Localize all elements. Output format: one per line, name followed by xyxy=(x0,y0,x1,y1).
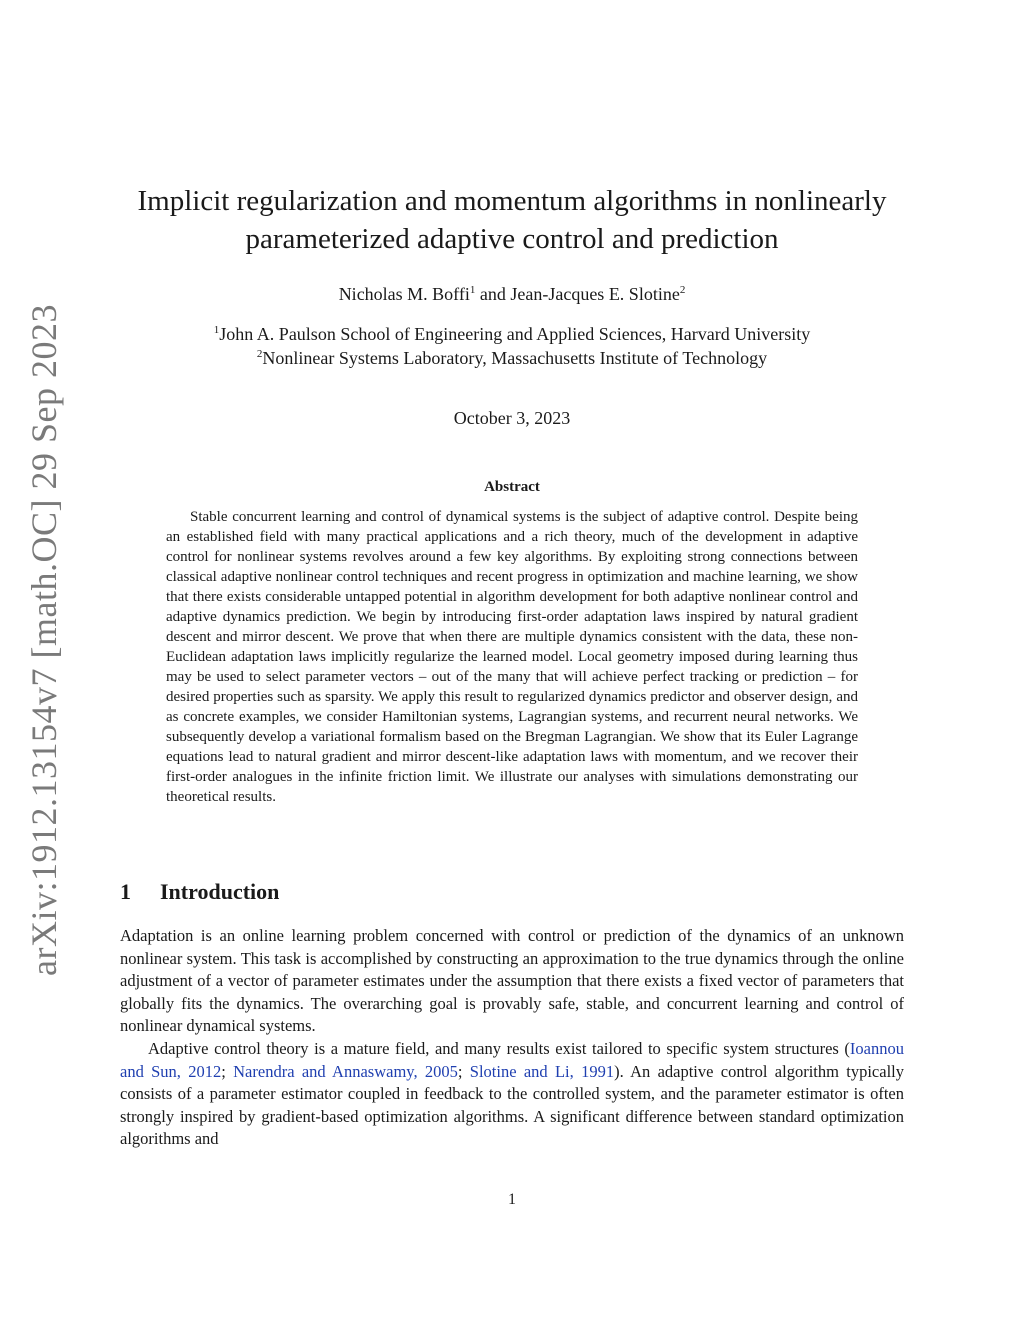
intro-paragraph-1: Adaptation is an online learning problem concerned with control or prediction of the dynamics of an unknown nonlinear system. This task is accomplished by constructing an approximation to the true dynamics through the online adjustment of a vector of parameter estimates under the assumption that there exists a fixed vector of parameters that globally fits the dynamics. The overarching goal is provably safe, stable, and concurrent learning and control of nonlinear dynamical systems. xyxy=(120,926,904,1036)
page-number: 1 xyxy=(508,1191,516,1208)
affiliation-list xyxy=(100,322,924,370)
affiliation-2-text: Nonlinear Systems Laboratory, Massachusetts Institute of Technology xyxy=(262,348,768,368)
author-list xyxy=(100,282,924,306)
author-2-name: Jean-Jacques E. Slotine xyxy=(510,284,680,304)
section-number: 1 xyxy=(120,879,131,904)
affiliation-1-mark: 1 xyxy=(213,324,220,336)
intro-paragraph-2 xyxy=(120,1038,904,1151)
section-title: Introduction xyxy=(160,879,280,904)
author-1-name: Nicholas M. Boffi xyxy=(338,284,470,304)
abstract-heading: Abstract xyxy=(484,479,540,495)
author-2-affiliation-mark: 2 xyxy=(679,284,686,296)
affiliation-2 xyxy=(100,346,924,370)
citation-separator: ; xyxy=(221,1061,234,1081)
arxiv-stamp-text: arXiv:1912.13154v7 [math.OC] 29 Sep 2023 xyxy=(24,304,64,976)
citation-ioannou-sun-2012[interactable]: Ioannou and Sun, 2012 xyxy=(120,1039,904,1081)
paragraph-2-lead: Adaptive control theory is a mature field, and many results exist tailored to specific system structures ( xyxy=(148,1039,850,1058)
citation-narendra-annaswamy-2005[interactable]: Narendra and Annaswamy, 2005 xyxy=(233,1061,458,1081)
author-conjunction: and xyxy=(475,284,511,304)
affiliation-2-mark: 2 xyxy=(256,348,263,360)
paper-title xyxy=(100,182,924,258)
citation-slotine-li-1991[interactable]: Slotine and Li, 1991 xyxy=(469,1061,615,1081)
section-heading xyxy=(120,878,279,906)
paper-title-line-1: Implicit regularization and momentum algorithms in nonlinearly xyxy=(137,185,887,217)
paper-title-line-2: parameterized adaptive control and prediction xyxy=(245,223,779,255)
paragraph-2-rest: ). An adaptive control algorithm typically consists of a parameter estimator coupled in feedback to the controlled system, and the parameter estimator is often strongly inspired by gradient-based optimization algorithms. A significant difference between standard optimization algorithms and xyxy=(120,1061,904,1149)
publication-date: October 3, 2023 xyxy=(453,408,571,428)
abstract-text: Stable concurrent learning and control of dynamical systems is the subject of adaptive control. Despite being an established field with many practical applications and a rich theory, much of the development in adaptive control for nonlinear systems revolves around a few key algorithms. By exploiting strong connections between classical adaptive nonlinear control techniques and recent progress in optimization and machine learning, we show that there exists considerable untapped potential in algorithm development for both adaptive nonlinear control and adaptive dynamics prediction. We begin by introducing first-order adaptation laws inspired by natural gradient descent and mirror descent. We prove that when there are multiple dynamics consistent with the data, these non-Euclidean adaptation laws implicitly regularize the learned model. Local geometry imposed during learning thus may be used to select parameter vectors – out of the many that will achieve perfect tracking or prediction – for desired properties such as sparsity. We apply this result to regularized dynamics predictor and observer design, and as concrete examples, we consider Hamiltonian systems, Lagrangian systems, and recurrent neural networks. We subsequently develop a variational formalism based on the Bregman Lagrangian. We show that its Euler Lagrange equations lead to natural gradient and mirror descent-like adaptation laws with momentum, and we recover their first-order analogues in the infinite friction limit. We illustrate our analyses with simulations demonstrating our theoretical results. xyxy=(166,509,858,805)
affiliation-1 xyxy=(100,322,924,346)
author-1-affiliation-mark: 1 xyxy=(469,284,476,296)
citation-separator: ; xyxy=(457,1061,470,1081)
affiliation-1-text: John A. Paulson School of Engineering and Applied Sciences, Harvard University xyxy=(219,324,811,344)
